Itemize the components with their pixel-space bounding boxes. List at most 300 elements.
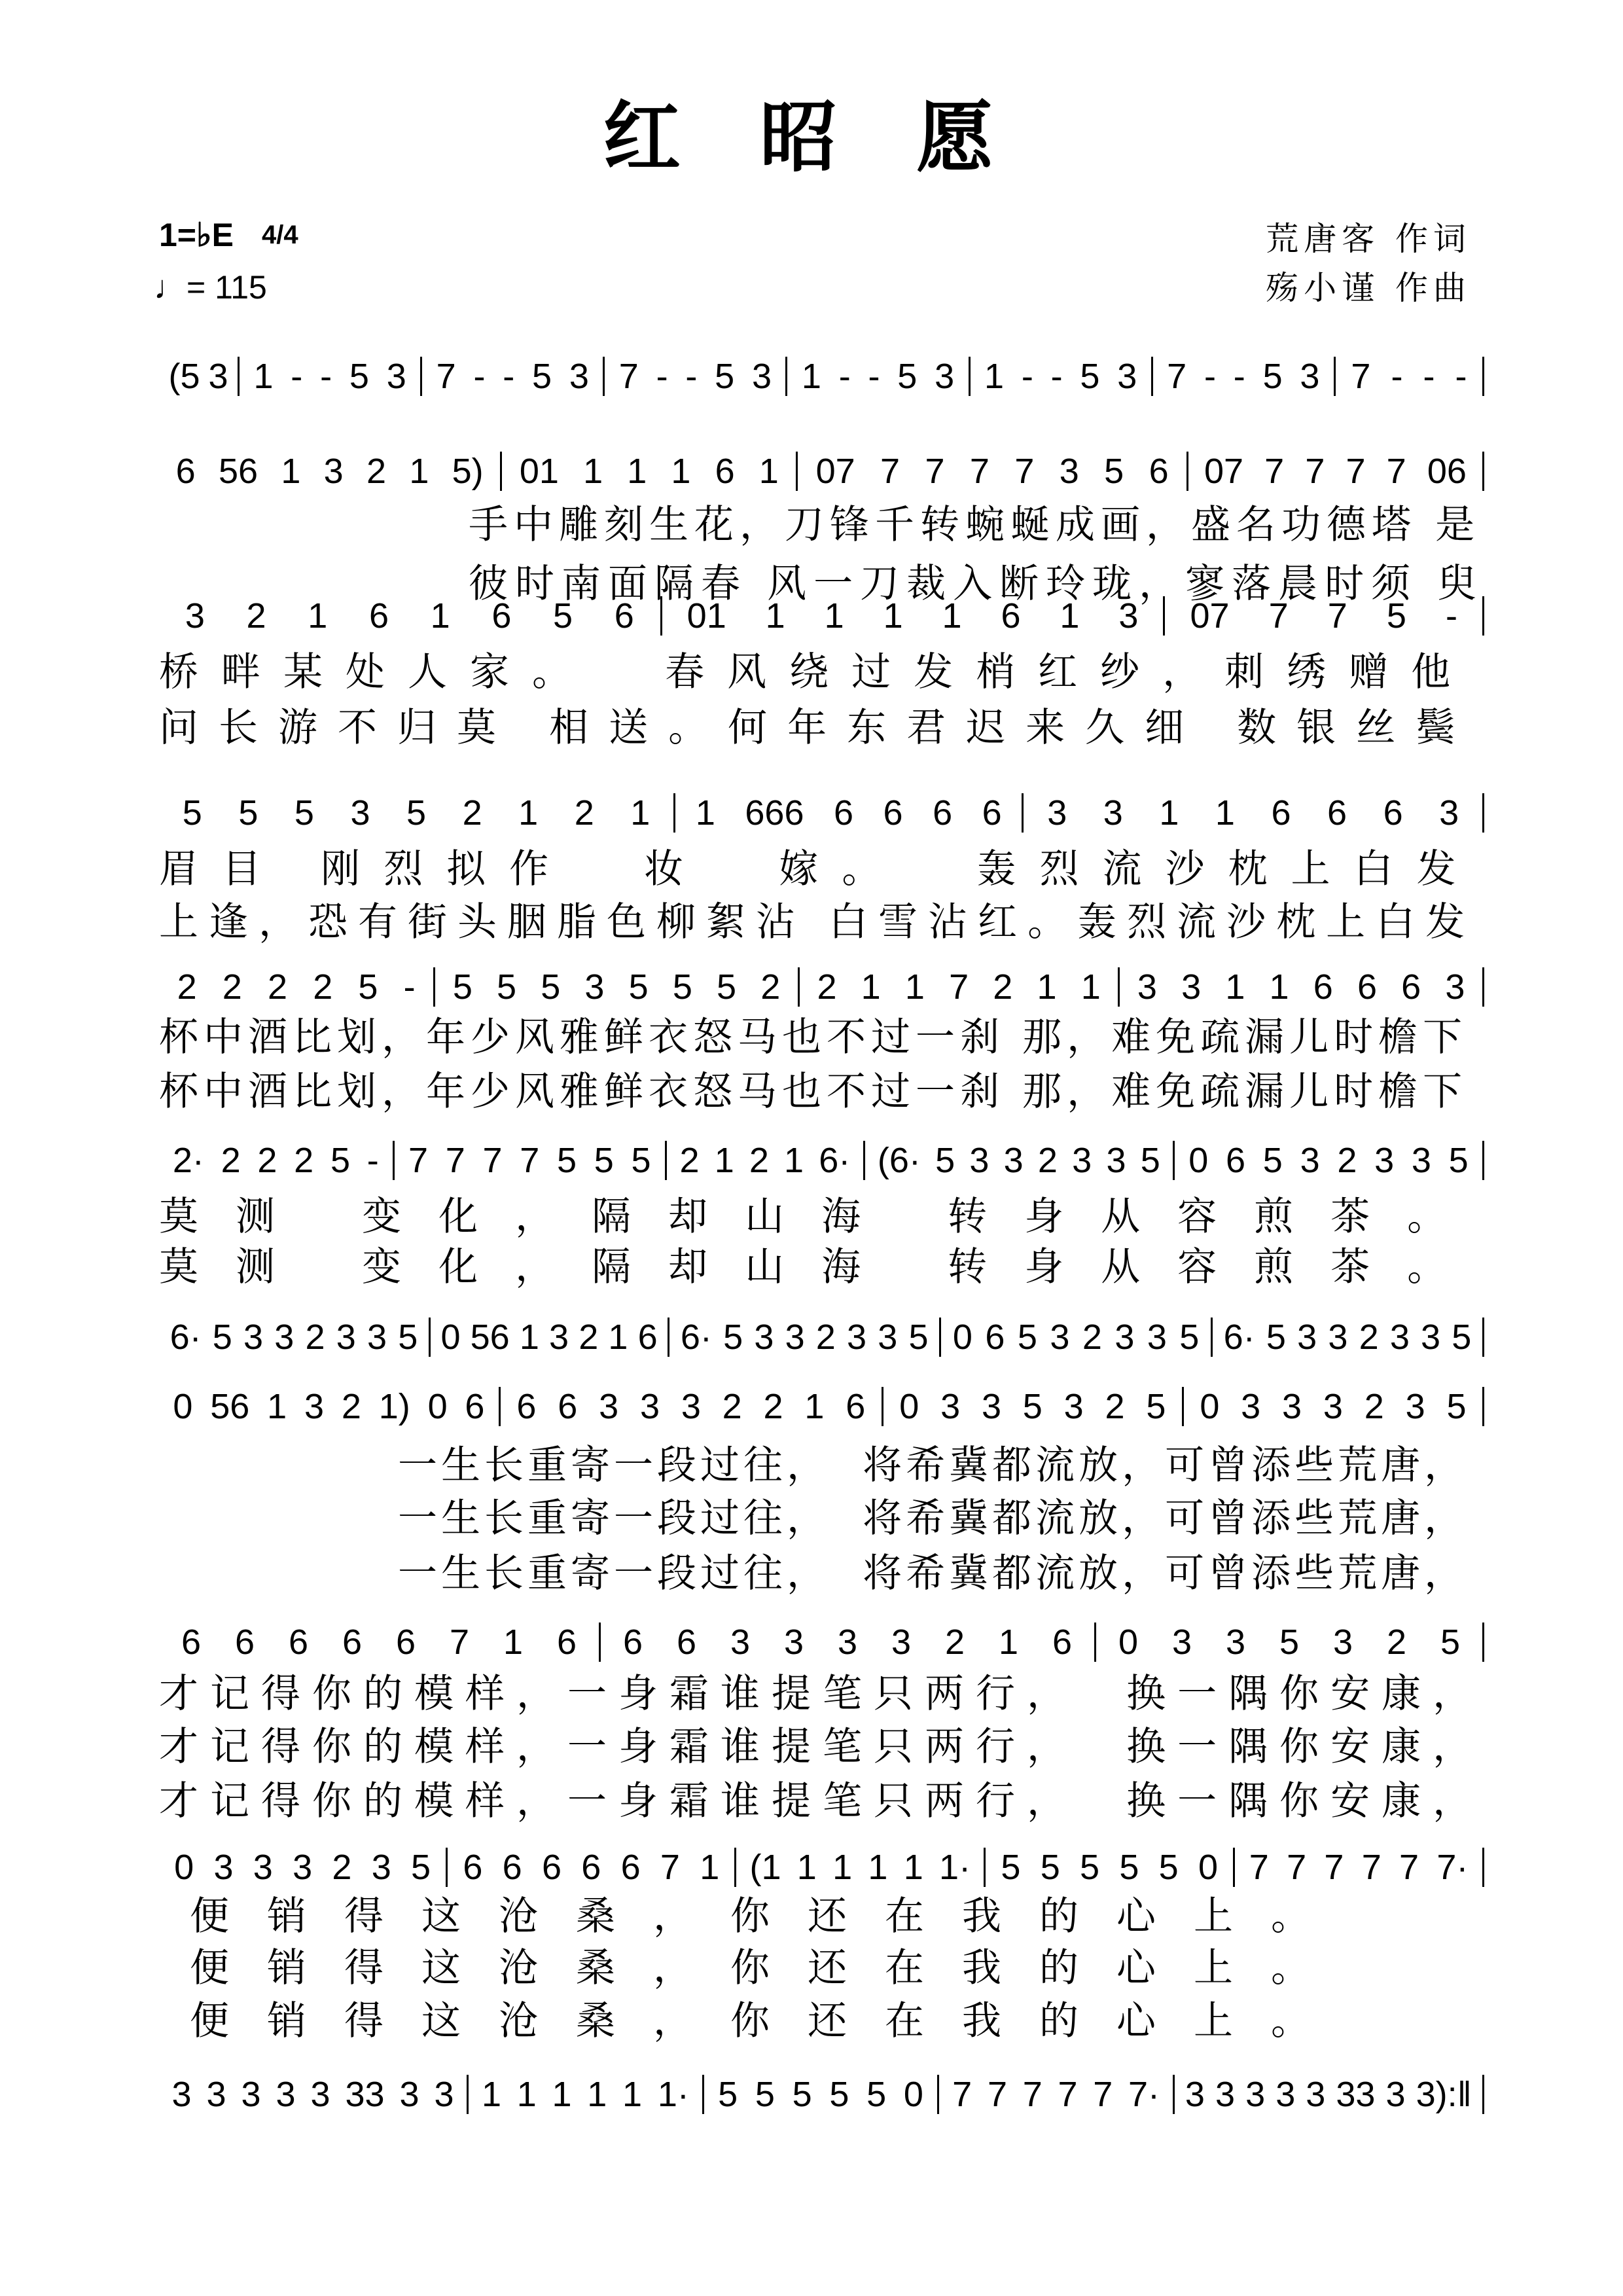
note: 3: [1439, 793, 1459, 833]
note: (6·: [877, 1141, 921, 1180]
note: 7: [1361, 1848, 1382, 1887]
note: 2: [294, 1141, 314, 1180]
note: 3: [681, 1387, 701, 1426]
measure: [159, 452, 502, 491]
note: 7: [949, 967, 969, 1007]
staff-system: [159, 357, 1484, 396]
note: 5: [406, 793, 427, 833]
note: 0: [173, 1387, 193, 1426]
note: 1: [587, 2075, 607, 2114]
note: 5: [1080, 357, 1100, 396]
note: 5: [1440, 1623, 1461, 1662]
note: 6: [234, 1623, 255, 1662]
note: 3: [1106, 1141, 1126, 1180]
tempo-marking: ♩= 115: [154, 269, 267, 306]
note: 3: [1225, 1623, 1246, 1662]
lyric-line: 上逢，恐有街头胭脂色柳絮沾 白雪沾红。轰烈流沙枕上白发: [159, 899, 1476, 945]
note: -: [1455, 357, 1467, 396]
note: 6: [463, 1848, 483, 1887]
note: 3: [1171, 1623, 1192, 1662]
staff-system: [159, 1623, 1484, 1662]
note: 3: [241, 2075, 261, 2114]
note: 3: [584, 967, 605, 1007]
note: 3: [1323, 1387, 1343, 1426]
measure: [240, 357, 422, 396]
note: 3: [1063, 1387, 1084, 1426]
note: 7: [925, 452, 945, 491]
note: 56: [210, 1387, 250, 1426]
lyric-line: 一生长重寄一段过往， 将希冀都流放，可曾添些荒唐，: [398, 1443, 1468, 1488]
note: 1: [481, 2075, 502, 2114]
note: 3: [783, 1623, 804, 1662]
note: -: [868, 357, 880, 396]
measure: [1235, 1848, 1484, 1887]
note: 3: [310, 2075, 330, 2114]
note: 2: [749, 1141, 769, 1180]
note: -: [685, 357, 698, 396]
note: 0: [952, 1318, 972, 1357]
note: 2: [305, 1318, 325, 1357]
note: 3: [599, 1387, 619, 1426]
note: 5: [1104, 452, 1124, 491]
note: 5: [1040, 1848, 1060, 1887]
note: 6: [982, 793, 1002, 833]
note: 7·: [1436, 1848, 1469, 1887]
note: -: [1021, 357, 1033, 396]
note: 7: [449, 1623, 470, 1662]
note: 07: [1190, 596, 1230, 636]
lyric-line: 便销得这沧桑，你还在我的心上。: [190, 1998, 1348, 2044]
note: 3: [336, 1318, 356, 1357]
note: 0: [1188, 1141, 1209, 1180]
measure: [1096, 1623, 1484, 1662]
measure: [159, 1623, 601, 1662]
measure: [605, 357, 787, 396]
note: 3: [837, 1623, 858, 1662]
note: 7: [1268, 596, 1289, 636]
note: -: [1050, 357, 1063, 396]
note: 1: [552, 2075, 572, 2114]
note: 3: [253, 1848, 273, 1887]
note: -: [1391, 357, 1403, 396]
note: 6: [933, 793, 953, 833]
note: 6: [181, 1623, 202, 1662]
note: 6·: [819, 1141, 851, 1180]
note: 6: [883, 793, 903, 833]
note: 3: [1385, 2075, 1406, 2114]
song-title: 红 昭 愿: [603, 92, 1020, 183]
note: 1: [883, 596, 903, 636]
note: 7: [1305, 452, 1325, 491]
note: 3: [1421, 1318, 1441, 1357]
note: 3: [878, 1318, 898, 1357]
staff-system: [159, 1141, 1484, 1180]
note: 3: [1374, 1141, 1395, 1180]
note: 3: [1072, 1141, 1092, 1180]
note: 3: [1300, 357, 1320, 396]
note: -: [291, 357, 303, 396]
note: 5: [1080, 1848, 1100, 1887]
note: 2: [1037, 1141, 1058, 1180]
lyric-line: 才记得你的模样，一身霜谁提笔只两行， 换一隅你安康，: [159, 1724, 1484, 1770]
note: 7: [436, 357, 456, 396]
note: 0: [440, 1318, 461, 1357]
note: 6: [556, 1623, 577, 1662]
note: 06: [1427, 452, 1467, 491]
note: 3: [1241, 1387, 1261, 1426]
note: 3: [639, 1387, 660, 1426]
note: 7: [1327, 596, 1347, 636]
note: 6: [622, 1623, 643, 1662]
note: 7: [1399, 1848, 1419, 1887]
note: 5: [238, 793, 259, 833]
note: 1: [998, 1623, 1019, 1662]
note: 1: [1269, 967, 1289, 1007]
note: 5: [718, 2075, 738, 2114]
note: 3: [276, 2075, 296, 2114]
note: 3: [1137, 967, 1157, 1007]
note: 1: [1060, 596, 1080, 636]
note: 56: [218, 452, 259, 491]
note: 7: [408, 1141, 428, 1180]
note: 5: [1446, 1387, 1467, 1426]
note: 2: [817, 967, 837, 1007]
measure: [736, 1848, 986, 1887]
note: 2: [944, 1623, 965, 1662]
note: 6: [1001, 596, 1021, 636]
note: -: [1445, 596, 1457, 636]
note: 5: [182, 793, 202, 833]
note: 6: [342, 1623, 363, 1662]
note: 3: [208, 357, 228, 396]
measure: [159, 596, 662, 636]
note: 3: [371, 1848, 391, 1887]
note: 6: [676, 1623, 697, 1662]
note: 7: [445, 1141, 465, 1180]
note: 2: [574, 793, 594, 833]
note: 0: [427, 1387, 448, 1426]
note: 33: [345, 2075, 385, 2114]
note: 1: [796, 1848, 817, 1887]
note: -: [503, 357, 515, 396]
note: 2: [332, 1848, 352, 1887]
note: 6·: [1223, 1318, 1255, 1357]
measure: [865, 1141, 1175, 1180]
note: 1: [267, 1387, 287, 1426]
note: 3: [386, 357, 406, 396]
note: 6: [502, 1848, 522, 1887]
note: 7: [660, 1848, 680, 1887]
note: 5: [1119, 1848, 1139, 1887]
note: 2: [1082, 1318, 1102, 1357]
note: 6: [637, 1318, 658, 1357]
note: 5: [1146, 1387, 1166, 1426]
lyric-line: 手中雕刻生花，刀锋千转蜿蜒成画，盛名功德塔 是: [469, 502, 1481, 548]
staff-system: [159, 2075, 1484, 2114]
note: 1·: [657, 2075, 689, 2114]
measure: [669, 1318, 941, 1357]
note: 1: [832, 1848, 853, 1887]
note: 5: [349, 357, 369, 396]
note: 0: [899, 1387, 919, 1426]
note: 6: [368, 596, 389, 636]
measure: [159, 793, 675, 833]
note: 5: [1022, 1387, 1043, 1426]
note: 3: [1445, 967, 1465, 1007]
note: 3: [940, 1387, 961, 1426]
note: 2: [760, 967, 781, 1007]
measure: [159, 967, 435, 1007]
note: 5: [553, 596, 573, 636]
note: 3: [1185, 2075, 1205, 2114]
note: 01: [519, 452, 559, 491]
note: 3: [293, 1848, 313, 1887]
note: -: [366, 1141, 379, 1180]
measure: [601, 1623, 1096, 1662]
note: 6: [1271, 793, 1291, 833]
note: 1: [281, 452, 301, 491]
measure: [787, 357, 970, 396]
note: 3: [1059, 452, 1079, 491]
note: 1: [516, 2075, 537, 2114]
note: 1): [378, 1387, 410, 1426]
measure: [1336, 357, 1484, 396]
note: 7: [952, 2075, 972, 2114]
lyric-line: 一生长重寄一段过往， 将希冀都流放，可曾添些荒唐，: [398, 1496, 1468, 1541]
note: 3: [1115, 1318, 1135, 1357]
lyric-line: 眉目 刚烈拟作 妆 嫁。 轰烈流沙枕上白发: [159, 846, 1480, 892]
lyric-line: 杯中酒比划，年少风雅鲜衣怒马也不过一刹 那，难免疏漏儿时檐下: [159, 1014, 1468, 1060]
lyric-line: 杯中酒比划，年少风雅鲜衣怒马也不过一刹 那，难免疏漏儿时檐下: [159, 1069, 1468, 1115]
lyric-line: 便销得这沧桑，你还在我的心上。: [190, 1945, 1348, 1991]
note: 1: [984, 357, 1005, 396]
time-signature: 4/4: [262, 221, 298, 249]
note: 1: [1037, 967, 1057, 1007]
note: 5: [631, 1141, 651, 1180]
note: 3: [549, 1318, 569, 1357]
note: 5: [452, 967, 473, 1007]
note: 6: [620, 1848, 641, 1887]
measure: [675, 793, 1024, 833]
note: 2: [722, 1387, 742, 1426]
note: 0: [903, 2075, 923, 2114]
note: 3: [1275, 2075, 1296, 2114]
note: 6: [1313, 967, 1333, 1007]
note: 2: [1364, 1387, 1384, 1426]
note: 5: [792, 2075, 812, 2114]
note: 6: [834, 793, 854, 833]
note: 2: [257, 1141, 277, 1180]
note: 3: [891, 1623, 912, 1662]
note: 3: [213, 1848, 234, 1887]
note: 5: [294, 793, 314, 833]
note: 3: [1103, 793, 1123, 833]
note: 2: [177, 967, 197, 1007]
note: 7: [482, 1141, 503, 1180]
note: 5: [908, 1318, 929, 1357]
note: -: [320, 357, 332, 396]
measure: [469, 2075, 704, 2114]
measure: [1120, 967, 1484, 1007]
measure: [159, 357, 240, 396]
note: 1: [942, 596, 962, 636]
measure: [501, 1387, 883, 1426]
note: 3: [185, 596, 205, 636]
note: -: [473, 357, 486, 396]
lyric-line: 一生长重寄一段过往， 将希冀都流放，可曾添些荒唐，: [398, 1551, 1468, 1596]
note: 3: [1297, 1318, 1317, 1357]
note: 7: [1249, 1848, 1269, 1887]
note: -: [1423, 357, 1435, 396]
note: 07: [815, 452, 855, 491]
measure: [159, 1141, 395, 1180]
note: 3: [1003, 1141, 1024, 1180]
note: 3: [569, 357, 589, 396]
lyric-line: 才记得你的模样，一身霜谁提笔只两行， 换一隅你安康，: [159, 1671, 1484, 1717]
note: 6: [175, 452, 196, 491]
note: 56: [470, 1318, 510, 1357]
note: 7: [1346, 452, 1366, 491]
note: 666: [745, 793, 804, 833]
note: 5: [1140, 1141, 1160, 1180]
composer-credit: 殇小谨 作曲: [1266, 269, 1471, 307]
note: 1: [622, 2075, 643, 2114]
note: 5: [1266, 1318, 1286, 1357]
note: 6: [288, 1623, 309, 1662]
note: 3):‖: [1416, 2075, 1472, 2114]
key-signature: 1=♭E: [159, 217, 234, 253]
measure: [1213, 1318, 1484, 1357]
note: 1: [784, 1141, 804, 1180]
note: 1: [1225, 967, 1245, 1007]
note: 5: [866, 2075, 887, 2114]
note: 7·: [1128, 2075, 1160, 2114]
note: 3: [1306, 2075, 1326, 2114]
note: 3: [1411, 1141, 1431, 1180]
lyric-line: 莫测 变化，隔却山海 转身从容煎茶。: [159, 1244, 1484, 1290]
note: 5: [755, 2075, 775, 2114]
note: 2: [267, 967, 288, 1007]
measure: [159, 1387, 501, 1426]
note: 7: [1287, 1848, 1307, 1887]
note: 1: [801, 357, 821, 396]
note: 1: [695, 793, 715, 833]
note: 6: [558, 1387, 578, 1426]
note: 5: [594, 1141, 614, 1180]
note: 3: [304, 1387, 325, 1426]
note: 7: [1386, 452, 1406, 491]
note: 2: [993, 967, 1013, 1007]
measure: [971, 357, 1153, 396]
note: 6·: [169, 1318, 202, 1357]
note: 1: [518, 793, 539, 833]
note: 1: [758, 452, 779, 491]
note: 5: [212, 1318, 232, 1357]
note: 5: [829, 2075, 849, 2114]
note: 6: [541, 1848, 562, 1887]
note: 5: [935, 1141, 955, 1180]
note: 5: [715, 357, 735, 396]
note: 3: [1300, 1141, 1320, 1180]
note: 3: [171, 2075, 192, 2114]
note: 3: [1050, 1318, 1070, 1357]
staff-system: [159, 1848, 1484, 1887]
note: 0: [1118, 1623, 1139, 1662]
note: 3: [1117, 357, 1137, 396]
note: 3: [1282, 1387, 1302, 1426]
note: 5: [330, 1141, 350, 1180]
measure: [1184, 1387, 1484, 1426]
note: 2: [1359, 1318, 1379, 1357]
measure: [1024, 793, 1484, 833]
note: 1: [700, 1848, 720, 1887]
note: 2: [1105, 1387, 1125, 1426]
note: 3: [969, 1141, 990, 1180]
note: 5: [672, 967, 692, 1007]
note: 3: [323, 452, 344, 491]
note: -: [403, 967, 416, 1007]
note: 6: [465, 1387, 485, 1426]
note: 0: [1198, 1848, 1218, 1887]
note: 5: [628, 967, 649, 1007]
note: 5: [398, 1318, 418, 1357]
note: 2: [221, 1141, 241, 1180]
note: 3: [754, 1318, 774, 1357]
note: -: [1204, 357, 1216, 396]
measure: [1153, 357, 1336, 396]
lyric-line: 莫测 变化，隔却山海 转身从容煎茶。: [159, 1194, 1484, 1240]
note: 3: [1047, 793, 1067, 833]
lyric-line: 桥畔某处人家。 春风绕过发梢红纱，刺绣赠他: [159, 649, 1474, 695]
note: 5: [1386, 596, 1406, 636]
note: 3: [1181, 967, 1202, 1007]
note: 3: [274, 1318, 294, 1357]
note: 6: [516, 1387, 537, 1426]
note: 1: [765, 596, 785, 636]
measure: [431, 1318, 669, 1357]
note: 6: [1383, 793, 1403, 833]
measure: [662, 596, 1166, 636]
note: 7: [520, 1141, 540, 1180]
note: 1: [430, 596, 450, 636]
note: 33: [1336, 2075, 1376, 2114]
note: 1: [824, 596, 844, 636]
note: 3: [434, 2075, 454, 2114]
note: 5: [1158, 1848, 1179, 1887]
note: 3: [243, 1318, 264, 1357]
staff-system: [159, 793, 1484, 833]
lyric-line: 才记得你的模样，一身霜谁提笔只两行， 换一隅你安康，: [159, 1778, 1484, 1824]
note: 2: [679, 1141, 700, 1180]
note: 1: [503, 1623, 524, 1662]
note: (5: [168, 357, 200, 396]
note: 3: [935, 357, 955, 396]
note: (1: [749, 1848, 781, 1887]
note: 2: [763, 1387, 783, 1426]
note: 7: [987, 2075, 1007, 2114]
note: 6: [581, 1848, 601, 1887]
measure: [422, 357, 605, 396]
note: 5: [1179, 1318, 1200, 1357]
note: 5): [452, 452, 484, 491]
note: 0: [1200, 1387, 1220, 1426]
note: 5: [1262, 1141, 1283, 1180]
note: 1: [861, 967, 881, 1007]
measure: [502, 452, 798, 491]
note: 1: [608, 1318, 628, 1357]
note: 3: [751, 357, 772, 396]
note: 2: [815, 1318, 836, 1357]
